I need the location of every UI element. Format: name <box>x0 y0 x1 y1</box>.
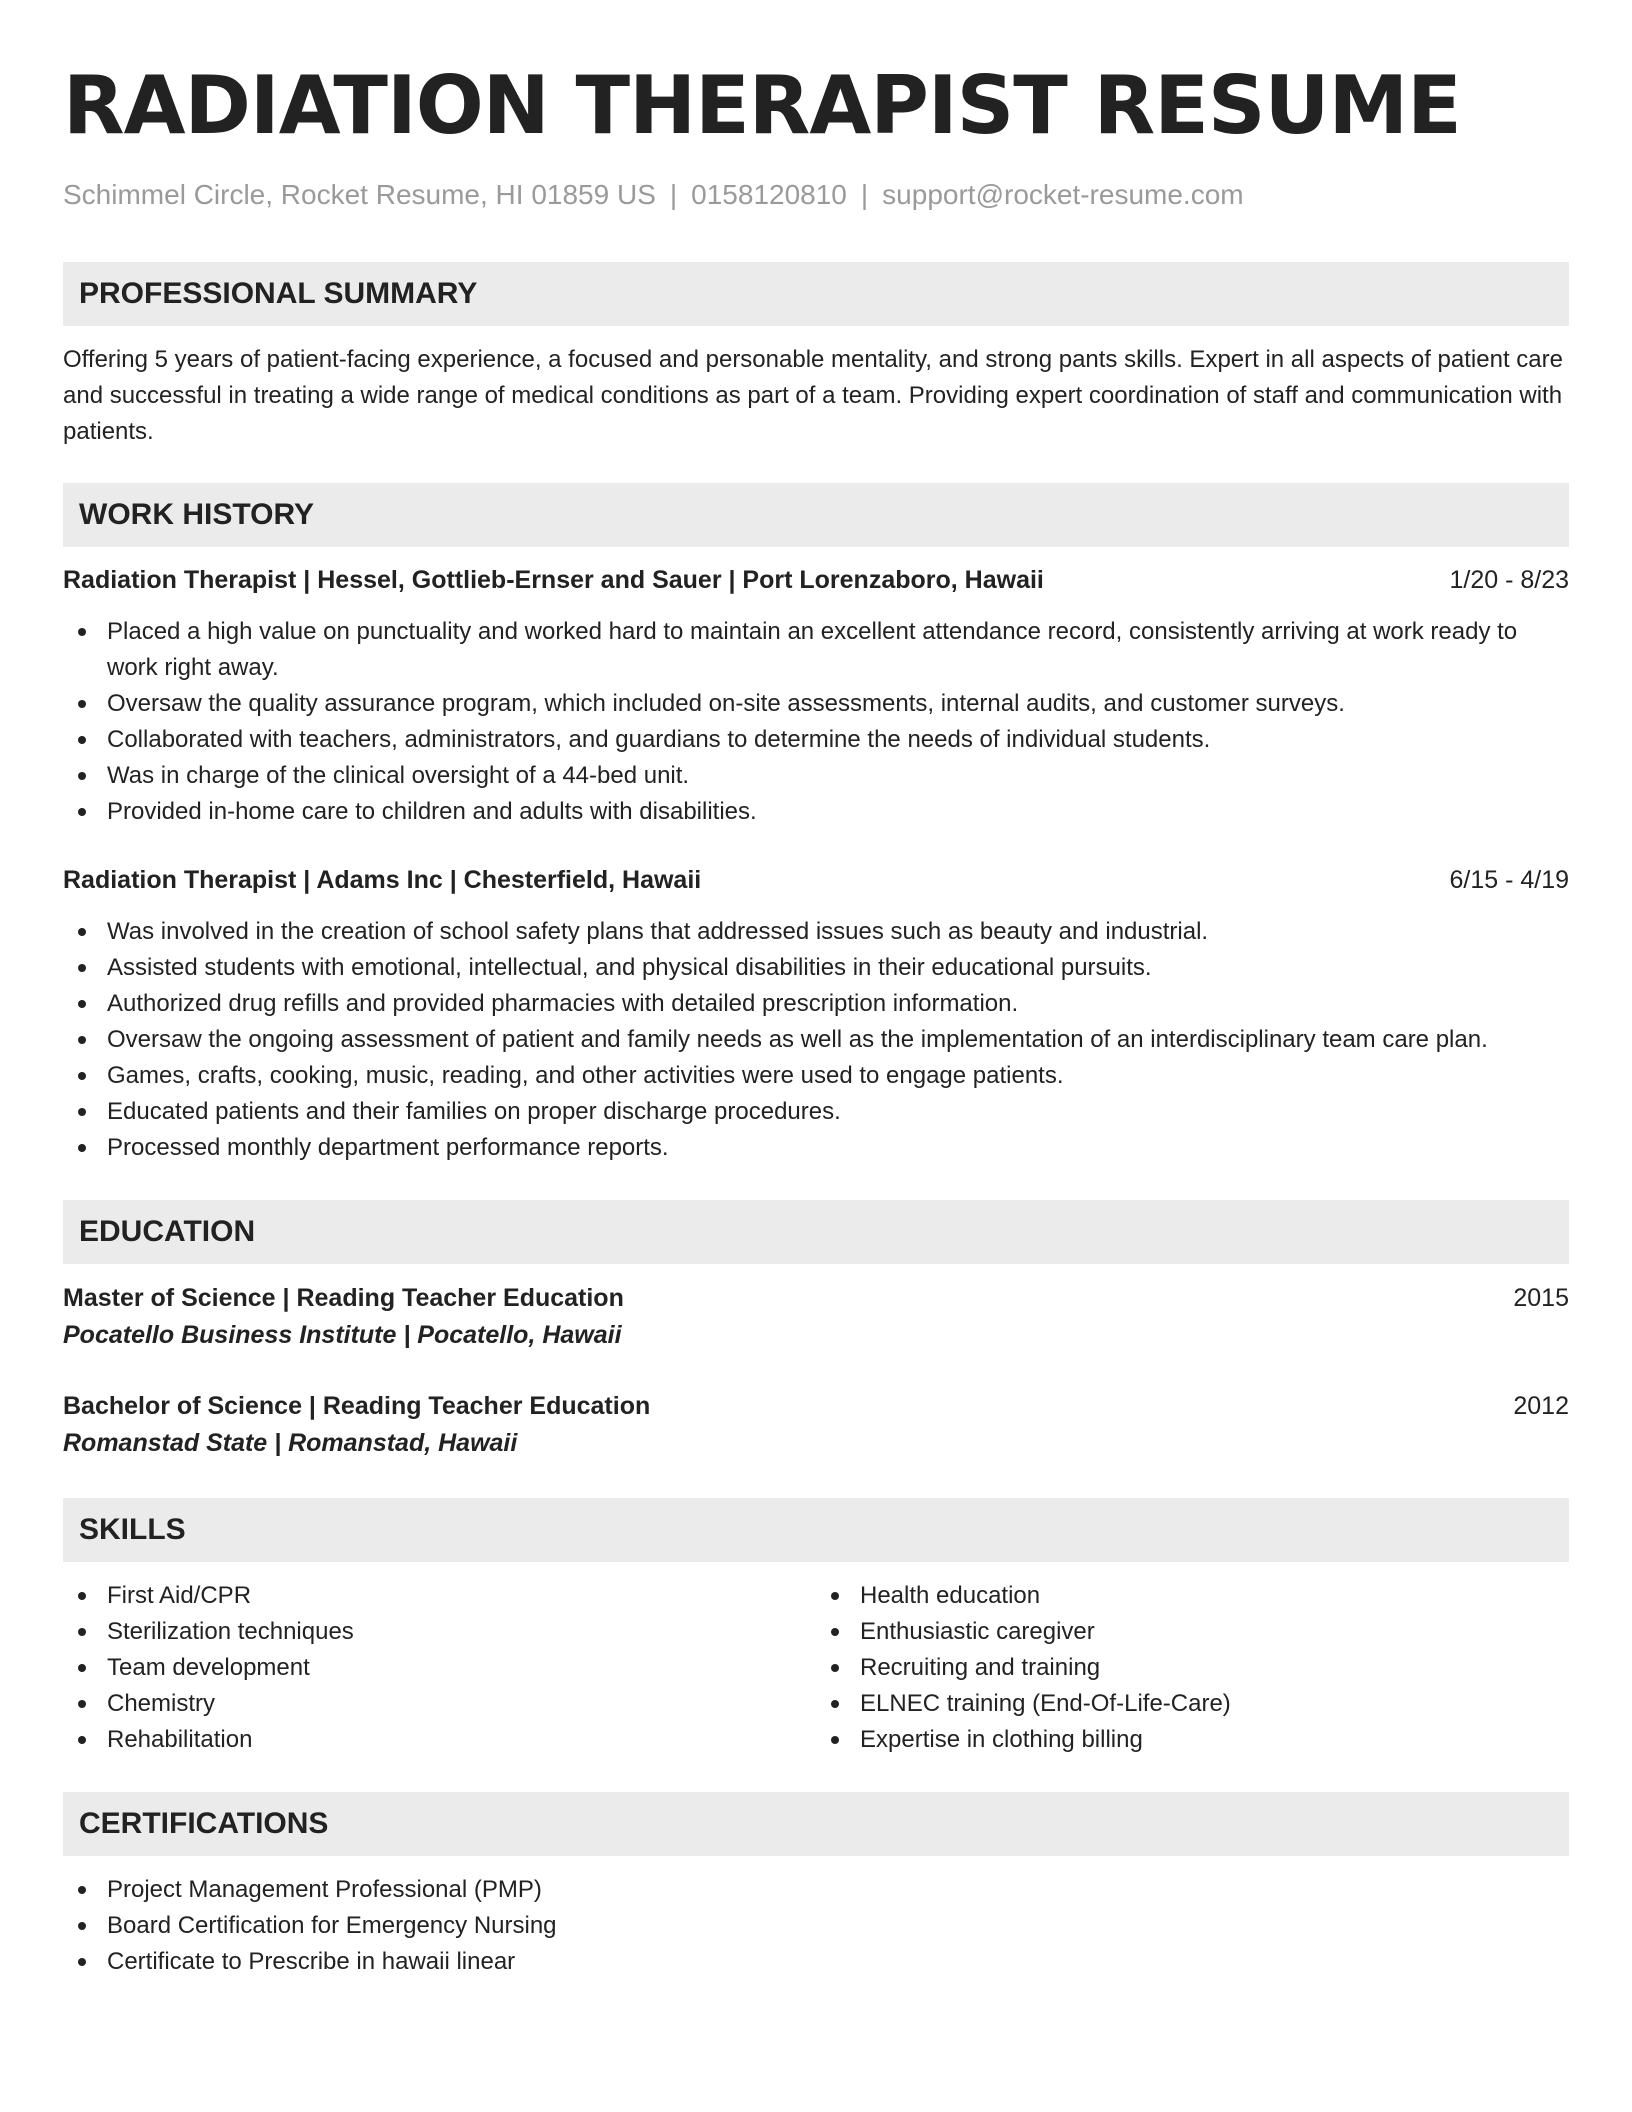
skill-item: Health education <box>816 1578 1569 1614</box>
skill-item: First Aid/CPR <box>63 1578 816 1614</box>
certifications-heading: CERTIFICATIONS <box>63 1792 1569 1856</box>
job-title: Radiation Therapist | Hessel, Gottlieb-Ernser and Sauer | Port Lorenzaboro, Hawaii <box>63 566 1044 594</box>
skills-list <box>816 1578 1569 1758</box>
contact-address: Schimmel Circle, Rocket Resume, HI 01859 US <box>63 179 656 210</box>
skill-item: Chemistry <box>63 1686 816 1722</box>
job-bullet: Games, crafts, cooking, music, reading, and other activities were used to engage patients. <box>63 1058 1569 1094</box>
job-dates: 1/20 - 8/23 <box>1449 566 1569 594</box>
job-bullet: Provided in-home care to children and adults with disabilities. <box>63 794 1569 830</box>
education-header <box>63 1388 1569 1424</box>
contact-line <box>63 178 1569 212</box>
skill-item: Enthusiastic caregiver <box>816 1614 1569 1650</box>
job-bullet: Oversaw the quality assurance program, which included on-site assessments, internal audits, and customer surveys. <box>63 686 1569 722</box>
job-bullet: Processed monthly department performance reports. <box>63 1130 1569 1166</box>
education-entry <box>63 1280 1569 1354</box>
education-degree: Bachelor of Science | Reading Teacher Education <box>63 1392 651 1420</box>
education-year: 2015 <box>1513 1284 1569 1312</box>
job-bullets <box>63 914 1569 1166</box>
contact-separator: | <box>860 179 869 210</box>
contact-separator: | <box>669 179 678 210</box>
summary-text: Offering 5 years of patient-facing experience, a focused and personable mentality, and strong pants skills. Expert in all aspects of patient care and successful in treating a wide range of medical conditions as part of a team. Providing expert coordination of staff and communication with patients. <box>63 346 1563 445</box>
job-bullets <box>63 614 1569 830</box>
education-school: Romanstad State | Romanstad, Hawaii <box>63 1429 518 1457</box>
education-heading: EDUCATION <box>63 1200 1569 1264</box>
job-bullet: Collaborated with teachers, administrators, and guardians to determine the needs of individual students. <box>63 722 1569 758</box>
certification-item: Project Management Professional (PMP) <box>63 1872 1569 1908</box>
skills-heading: SKILLS <box>63 1498 1569 1562</box>
job-dates: 6/15 - 4/19 <box>1449 866 1569 894</box>
skill-item: Recruiting and training <box>816 1650 1569 1686</box>
job-bullet: Assisted students with emotional, intellectual, and physical disabilities in their educational pursuits. <box>63 950 1569 986</box>
skills-list <box>63 1578 816 1758</box>
job-entry <box>63 562 1569 830</box>
certifications-list <box>63 1872 1569 1980</box>
summary-heading: PROFESSIONAL SUMMARY <box>63 262 1569 326</box>
resume-title: RADIATION THERAPIST RESUME <box>63 59 1461 152</box>
job-header <box>63 862 1569 898</box>
skill-item: ELNEC training (End-Of-Life-Care) <box>816 1686 1569 1722</box>
job-bullet: Was in charge of the clinical oversight of a 44-bed unit. <box>63 758 1569 794</box>
education-header <box>63 1280 1569 1316</box>
job-bullet: Was involved in the creation of school safety plans that addressed issues such as beauty and industrial. <box>63 914 1569 950</box>
education-year: 2012 <box>1513 1392 1569 1420</box>
work-history-heading: WORK HISTORY <box>63 483 1569 547</box>
skills-column-right <box>816 1578 1569 1758</box>
skill-item: Sterilization techniques <box>63 1614 816 1650</box>
job-header <box>63 562 1569 598</box>
certification-item: Board Certification for Emergency Nursing <box>63 1908 1569 1944</box>
job-bullet: Oversaw the ongoing assessment of patient and family needs as well as the implementation of an interdisciplinary team care plan. <box>63 1022 1569 1058</box>
skills-column-left <box>63 1578 816 1758</box>
education-school: Pocatello Business Institute | Pocatello, Hawaii <box>63 1321 622 1349</box>
job-bullet: Authorized drug refills and provided pharmacies with detailed prescription information. <box>63 986 1569 1022</box>
skill-item: Expertise in clothing billing <box>816 1722 1569 1758</box>
skill-item: Team development <box>63 1650 816 1686</box>
skill-item: Rehabilitation <box>63 1722 816 1758</box>
education-degree: Master of Science | Reading Teacher Education <box>63 1284 624 1312</box>
job-bullet: Educated patients and their families on proper discharge procedures. <box>63 1094 1569 1130</box>
contact-phone: 0158120810 <box>691 179 847 210</box>
contact-email: support@rocket-resume.com <box>882 179 1244 210</box>
job-title: Radiation Therapist | Adams Inc | Chesterfield, Hawaii <box>63 866 702 894</box>
certification-item: Certificate to Prescribe in hawaii linear <box>63 1944 1569 1980</box>
job-entry <box>63 862 1569 1166</box>
job-bullet: Placed a high value on punctuality and worked hard to maintain an excellent attendance record, consistently arriving at work ready to work right away. <box>63 614 1569 686</box>
education-entry <box>63 1388 1569 1462</box>
skills-grid <box>63 1578 1569 1758</box>
